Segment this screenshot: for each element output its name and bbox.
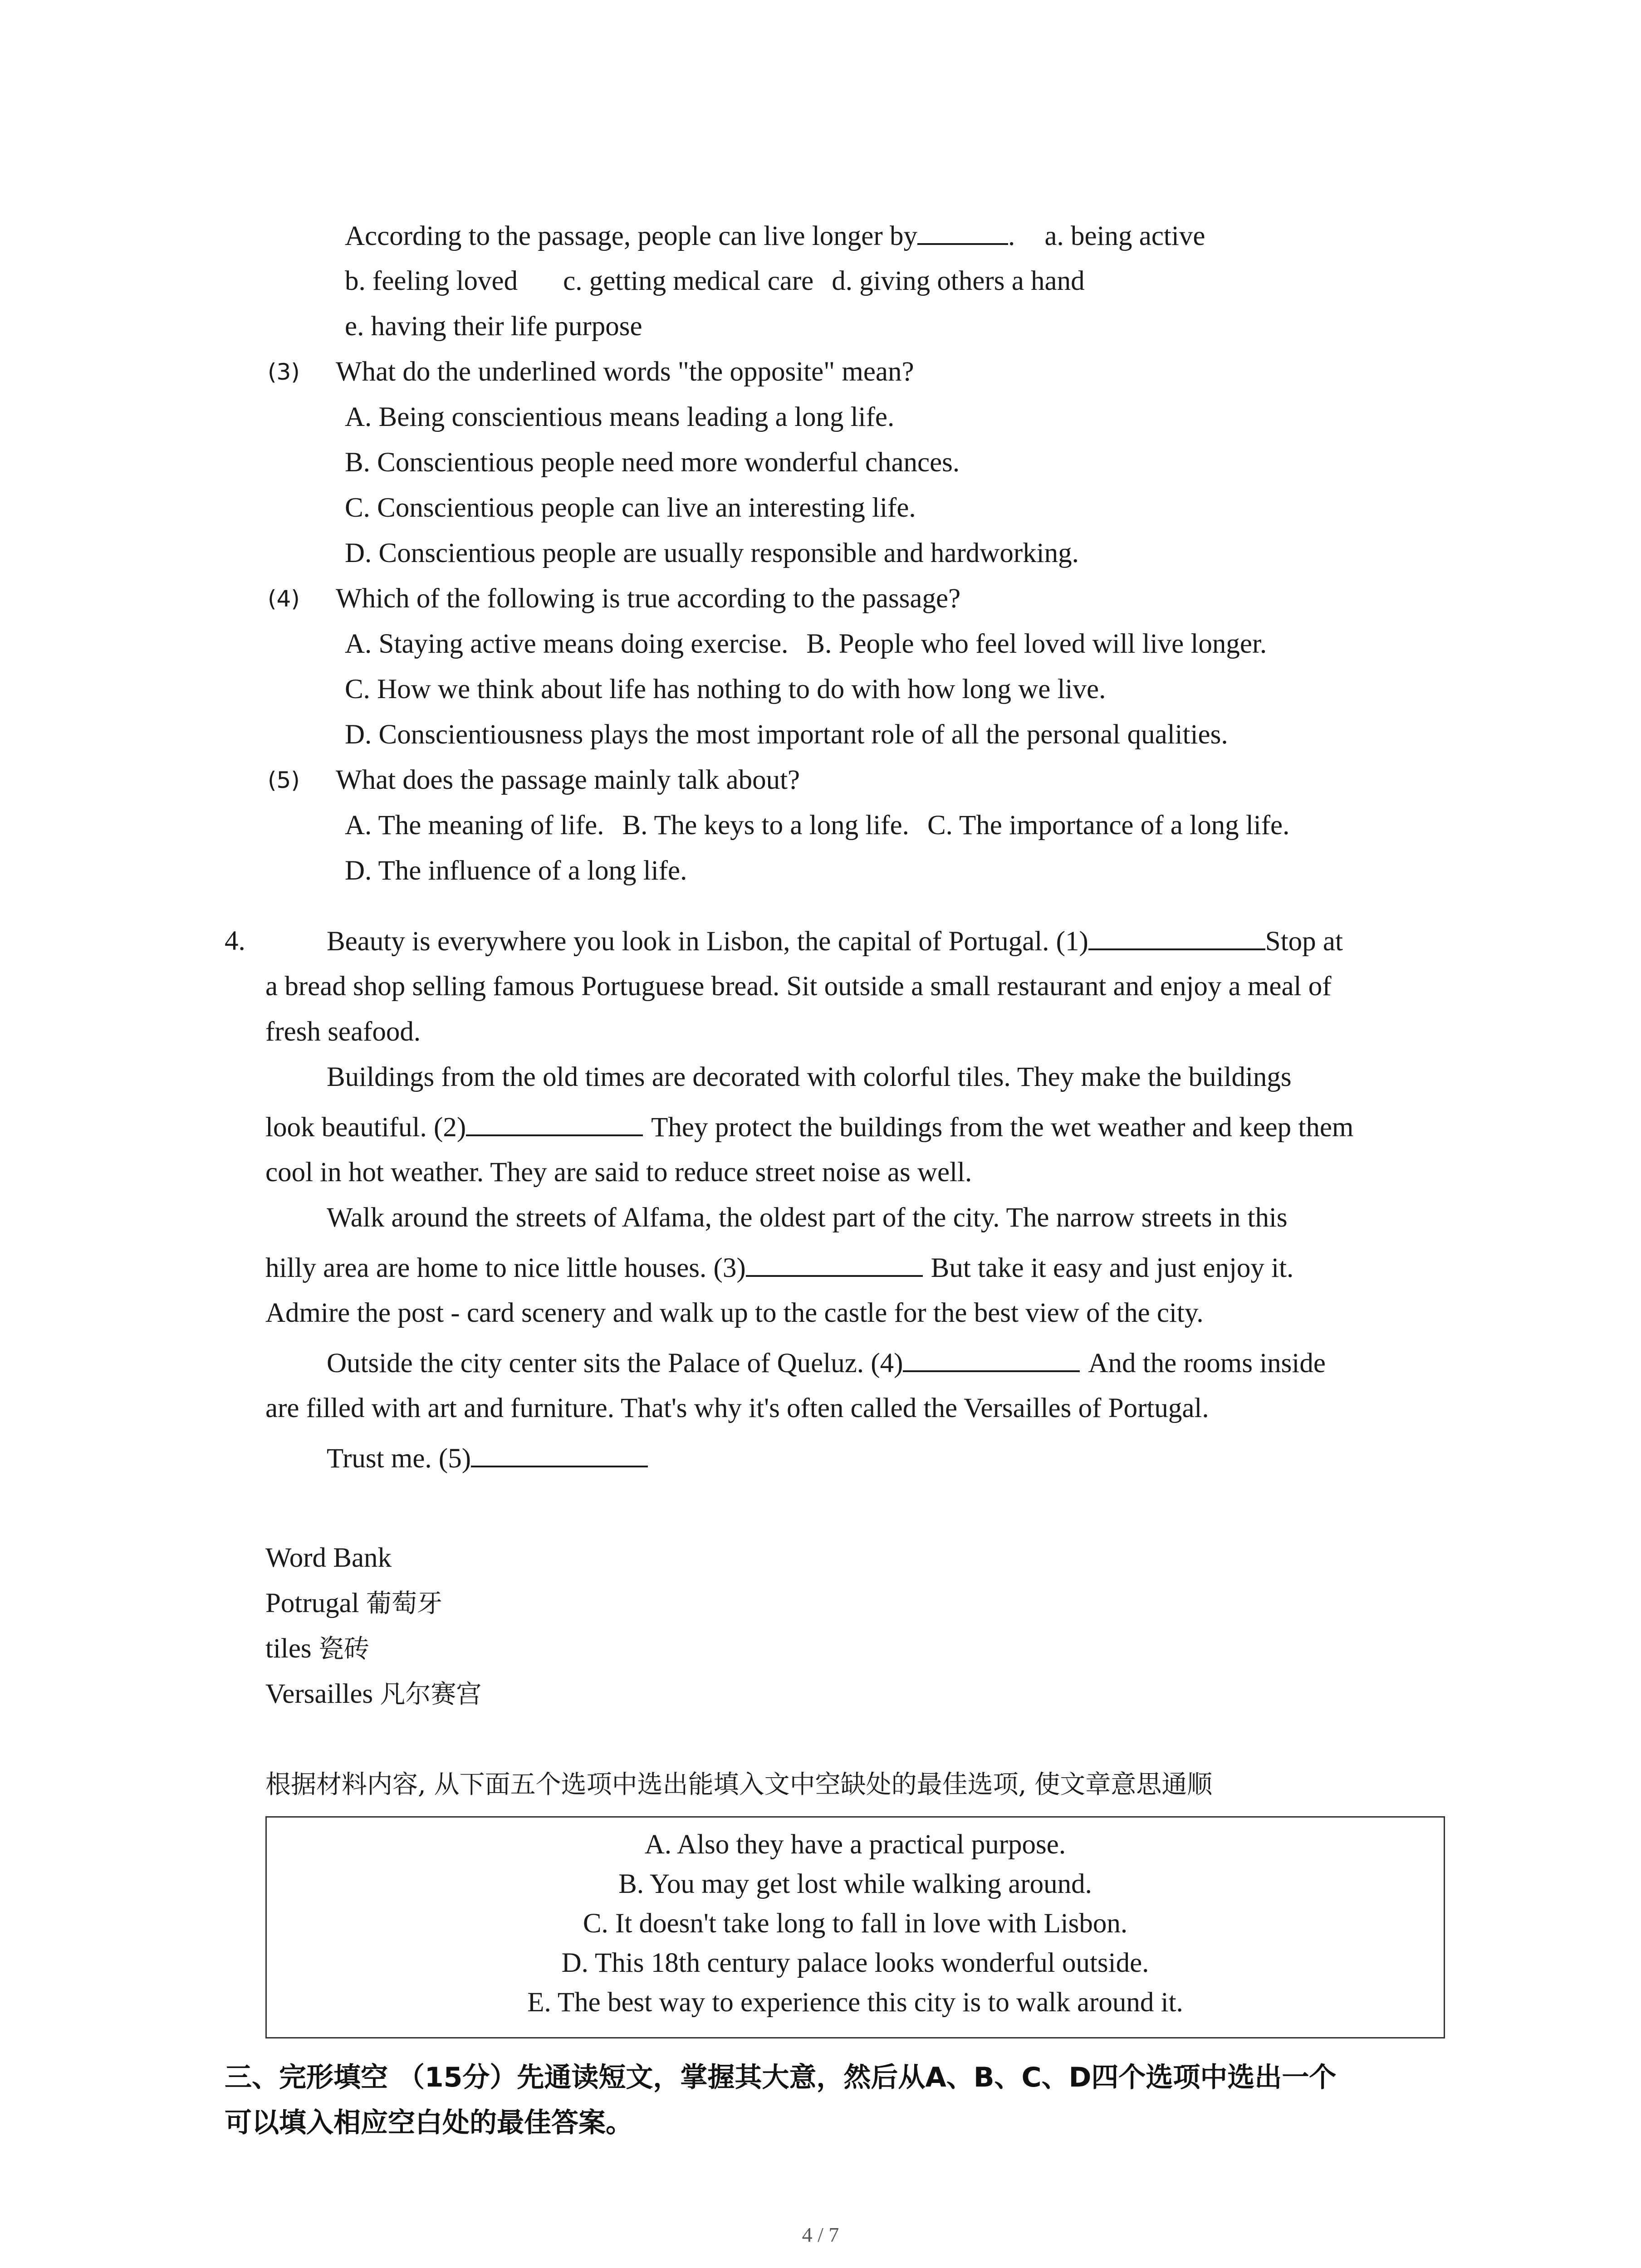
blank-2[interactable]: [466, 1109, 643, 1136]
passage4-p4-line2: are filled with art and furniture. That's why it's often called the Versailles of Portugal.: [265, 1393, 1209, 1423]
choice-c[interactable]: C. It doesn't take long to fall in love with Lisbon.: [583, 1908, 1128, 1939]
page-number: 4 / 7: [802, 2223, 839, 2246]
q4-option-a: A. Staying active means doing exercise.: [345, 629, 789, 659]
q4-options-ab: [345, 626, 1267, 662]
q5-option-b: B. The keys to a long life.: [622, 810, 909, 841]
passage4-p2-line1: Buildings from the old times are decorated with colorful tiles. They make the buildings: [327, 1062, 1292, 1092]
passage4-p2-line2: look beautiful. (2) They protect the buildings from the wet weather and keep them: [265, 1109, 1353, 1146]
q3-number: (3): [268, 359, 300, 385]
q2-option-c: c. getting medical care: [563, 266, 814, 296]
passage4-p1-line1: Beauty is everywhere you look in Lisbon, the capital of Portugal. (1) Stop at: [327, 923, 1343, 960]
passage4-p1-line2: a bread shop selling famous Portuguese bread. Sit outside a small restaurant and enjoy a meal of: [265, 971, 1332, 1002]
q4-option-c: C. How we think about life has nothing to do with how long we live.: [345, 674, 1106, 704]
passage4-number: 4.: [225, 926, 245, 956]
choices-box: [265, 1816, 1445, 2038]
section3-heading-line2: 可以填入相应空白处的最佳答案。: [225, 2107, 633, 2139]
q2-stem-line: According to the passage, people can live longer by . a. being active: [345, 218, 1205, 254]
q2-option-e: e. having their life purpose: [345, 311, 642, 342]
q2-options-line: [345, 263, 1085, 299]
blank-5[interactable]: [471, 1440, 648, 1467]
section3-heading-line1: 三、完形填空 （15分）先通读短文，掌握其大意，然后从A、B、C、D四个选项中选出一个: [225, 2062, 1337, 2093]
blank-1[interactable]: [1088, 923, 1265, 950]
q3-option-b: B. Conscientious people need more wonderful chances.: [345, 447, 960, 478]
passage4-p2-line3: cool in hot weather. They are said to reduce street noise as well.: [265, 1157, 972, 1188]
q5-option-c: C. The importance of a long life.: [927, 810, 1290, 841]
q4-question: Which of the following is true according to the passage?: [336, 583, 961, 614]
q2-stem: According to the passage, people can live longer by: [345, 221, 917, 251]
q4-option-b: B. People who feel loved will live longer.: [806, 629, 1267, 659]
q2-option-d: d. giving others a hand: [832, 266, 1085, 296]
q2-option-a: a. being active: [1044, 221, 1205, 251]
choice-b[interactable]: B. You may get lost while walking around.: [618, 1869, 1092, 1899]
q5-question: What does the passage mainly talk about?: [336, 765, 800, 795]
word-bank-item-tiles: tiles 瓷砖: [265, 1633, 369, 1664]
q4-number: (4): [268, 586, 300, 612]
instruction-text: 根据材料内容, 从下面五个选项中选出能填入文中空缺处的最佳选项, 使文章意思通顺: [265, 1770, 1213, 1799]
passage4-p3-line1: Walk around the streets of Alfama, the oldest part of the city. The narrow streets in this: [327, 1202, 1288, 1233]
word-bank-title: Word Bank: [265, 1543, 392, 1573]
blank-4[interactable]: [903, 1345, 1080, 1372]
q5-number: (5): [268, 767, 300, 793]
q5-option-a: A. The meaning of life.: [345, 810, 604, 841]
choice-a[interactable]: A. Also they have a practical purpose.: [644, 1829, 1066, 1860]
word-bank-item-portugal: Potrugal 葡萄牙: [265, 1588, 442, 1618]
q2-option-b: b. feeling loved: [345, 266, 518, 296]
choice-e[interactable]: E. The best way to experience this city is to walk around it.: [527, 1987, 1183, 2018]
q3-option-d: D. Conscientious people are usually responsible and hardworking.: [345, 538, 1079, 568]
choice-d[interactable]: D. This 18th century palace looks wonderful outside.: [561, 1948, 1149, 1978]
q5-options-abc: [345, 807, 1289, 844]
q3-option-c: C. Conscientious people can live an interesting life.: [345, 493, 916, 523]
q3-option-a: A. Being conscientious means leading a long life.: [345, 402, 895, 432]
blank-3[interactable]: [746, 1250, 923, 1277]
passage4-p1-line3: fresh seafood.: [265, 1017, 421, 1047]
passage4-p3-line3: Admire the post - card scenery and walk up to the castle for the best view of the city.: [265, 1298, 1204, 1328]
passage4-p5-line1: Trust me. (5): [327, 1440, 648, 1477]
q5-option-d: D. The influence of a long life.: [345, 855, 687, 886]
q4-option-d: D. Conscientiousness plays the most important role of all the personal qualities.: [345, 719, 1228, 750]
q3-question: What do the underlined words "the opposite" mean?: [336, 357, 914, 387]
passage4-p3-line2: hilly area are home to nice little houses. (3) But take it easy and just enjoy it.: [265, 1250, 1293, 1286]
q2-answer-blank[interactable]: [917, 218, 1008, 245]
passage4-p4-line1: Outside the city center sits the Palace of Queluz. (4) And the rooms inside: [327, 1345, 1326, 1382]
word-bank-item-versailles: Versailles 凡尔赛宫: [265, 1679, 482, 1709]
